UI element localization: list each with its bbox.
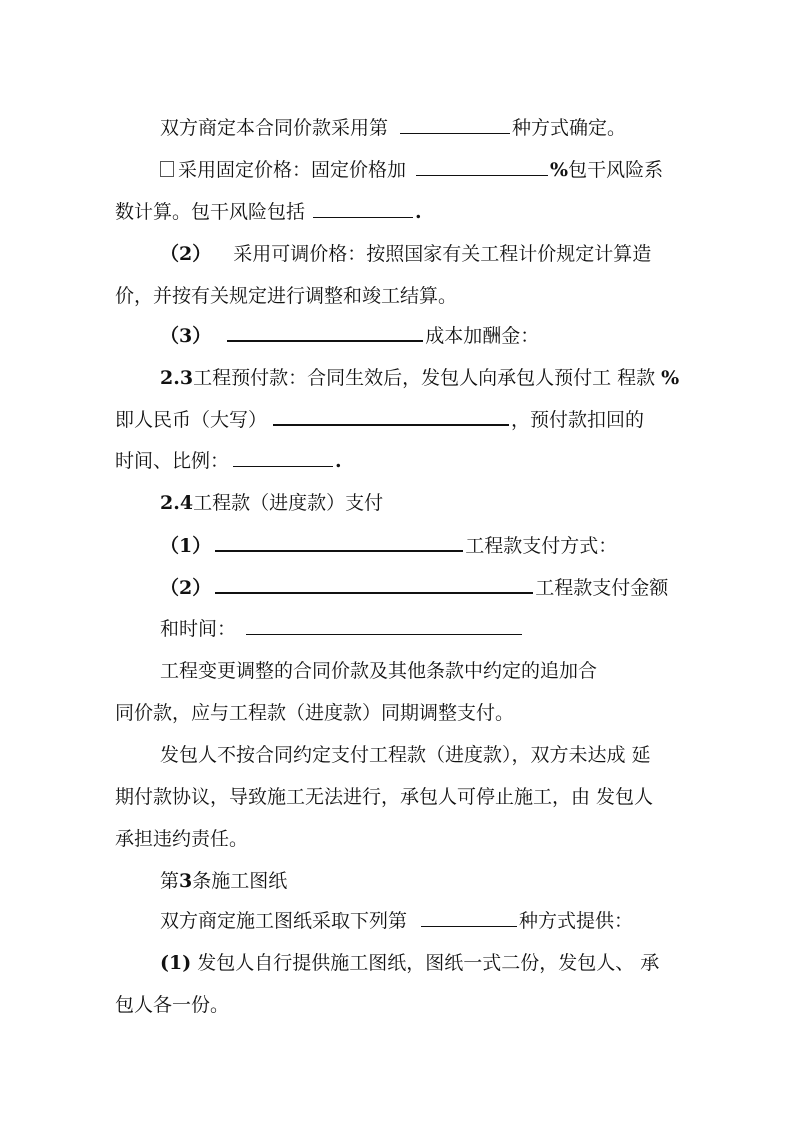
item-number: (1)	[160, 952, 192, 974]
line-payment-amount	[160, 575, 668, 600]
text: 工程款支付方式：	[465, 535, 618, 557]
percent-sign: %	[661, 367, 680, 389]
text: 价，并按有关规定进行调整和竣工结算。	[115, 285, 458, 307]
text: 种方式提供：	[519, 910, 634, 932]
blank-cost-plus[interactable]	[227, 323, 423, 342]
blank-risk-percent[interactable]	[416, 158, 548, 176]
text: 采用可调价格：按照国家有关工程计价规定计算造	[233, 243, 652, 265]
text: 和时间：	[160, 618, 237, 640]
blank-risk-scope[interactable]	[313, 200, 413, 218]
line-drawing-copies	[160, 951, 659, 975]
text: 同价款，应与工程款（进度款）同期调整支付。	[115, 702, 515, 724]
text: 发包人自行提供施工图纸，图纸一式二份，发包人、 承	[191, 952, 660, 974]
text: 即人民币（大写）	[115, 409, 268, 431]
blank-deduction-ratio[interactable]	[233, 449, 333, 467]
blank-drawing-method[interactable]	[421, 909, 517, 927]
line-drawing-method	[160, 909, 633, 933]
text: 期付款协议，导致施工无法进行，承包人可停止施工，由 发包人	[115, 786, 654, 808]
section-number: 2.4	[160, 492, 194, 514]
text: 种方式确定。	[512, 117, 627, 139]
line-adjustable-price	[160, 242, 651, 266]
item-number: （2）	[160, 577, 212, 599]
text: 承担违约责任。	[115, 828, 249, 850]
paragraph-line	[115, 701, 514, 725]
text: 包干风险系	[568, 159, 664, 181]
text: ，预付款扣回的	[511, 409, 645, 431]
paragraph-line	[160, 659, 597, 683]
percent-sign: %	[550, 159, 569, 181]
blank-rmb-amount[interactable]	[273, 407, 509, 426]
blank-payment-amount[interactable]	[215, 575, 533, 594]
line-cost-plus	[160, 323, 539, 348]
text: 第	[160, 870, 180, 892]
line-risk-scope	[115, 200, 422, 224]
line-deduction-ratio	[115, 449, 342, 473]
line-fixed-price	[160, 158, 663, 182]
text: 包人各一份。	[115, 994, 230, 1016]
line-payment-method	[160, 533, 617, 558]
line-advance-payment	[160, 366, 679, 390]
article-3-heading	[160, 869, 287, 893]
line-payment-time	[160, 617, 524, 641]
paragraph-line	[115, 785, 653, 809]
line-price-method	[160, 116, 626, 140]
article-number: 3	[179, 870, 193, 892]
text: 条施工图纸	[192, 870, 288, 892]
line-rmb-amount	[115, 407, 644, 432]
paragraph-line	[160, 743, 651, 767]
line-settlement	[115, 284, 457, 308]
text: 工程预付款：合同生效后，发包人向承包人预付工 程款	[193, 367, 662, 389]
item-number: （1）	[160, 535, 212, 557]
paragraph-line	[115, 993, 229, 1017]
text: 工程变更调整的合同价款及其他条款中约定的追加合	[160, 660, 598, 682]
text: 成本加酬金：	[425, 325, 540, 347]
blank-price-method[interactable]	[400, 116, 510, 134]
text: 工程款（进度款）支付	[193, 492, 384, 514]
section-number: 2.3	[160, 367, 194, 389]
text: 双方商定本合同价款采用第	[160, 117, 389, 139]
checkbox[interactable]	[160, 161, 174, 177]
item-number: （2）	[160, 243, 212, 265]
text: 双方商定施工图纸采取下列第	[160, 910, 408, 932]
text: 数计算。包干风险包括	[115, 201, 306, 223]
text: 采用固定价格：固定价格加	[178, 159, 407, 181]
line-progress-payment-heading	[160, 491, 383, 515]
period: .	[415, 201, 422, 223]
paragraph-line	[115, 827, 248, 851]
text: 工程款支付金额	[535, 577, 669, 599]
text: 时间、比例：	[115, 450, 230, 472]
item-number: （3）	[160, 325, 212, 347]
text: 发包人不按合同约定支付工程款（进度款），双方未达成 延	[160, 744, 651, 766]
blank-payment-method[interactable]	[215, 533, 463, 552]
blank-payment-time[interactable]	[246, 617, 522, 635]
period: .	[335, 450, 342, 472]
